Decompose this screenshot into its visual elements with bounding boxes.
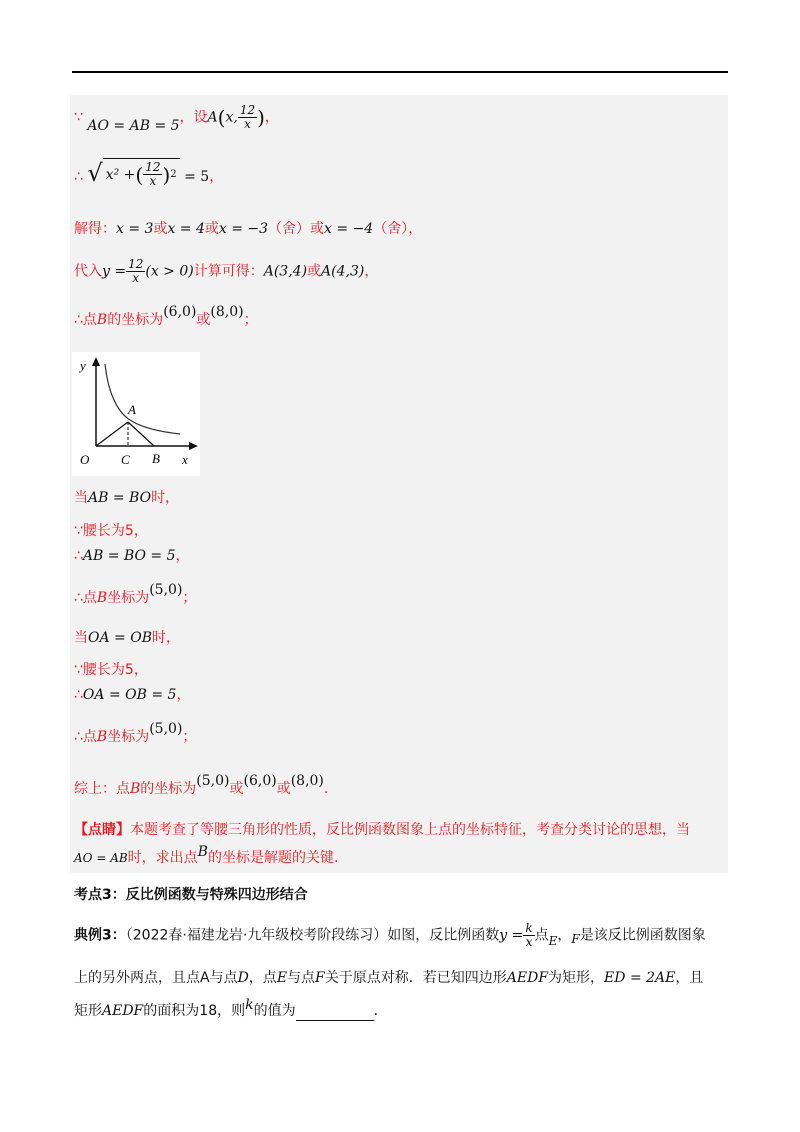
solution-line-4: 代入y = $\frac{12}{x}$ (x > 0)计算可得：A(3,4)或A(4,3)， [74, 257, 379, 285]
solution-line-3: 解得：x = 3或x = 4或x = −3（舍）或x = −4（舍）， [74, 221, 423, 237]
label-A: A [128, 402, 136, 417]
solution-line-5: ∴点B的坐标为(6,0)或(8,0)； [74, 304, 258, 328]
graph-svg [72, 352, 200, 476]
example-line-3: 矩形AEDF的面积为18，则k的值为 . [74, 997, 379, 1019]
sqrt-expression: √ x² + ( $\frac{12}{x}$ ) 2 [87, 158, 179, 188]
answer-blank[interactable] [296, 1006, 374, 1021]
example-line-1: 典例3：（2022春·福建龙岩·九年级校考阶段练习）如图，反比例函数y = $\frac{k}{x}$ 点E，F是该反比例函数图象 [74, 921, 706, 949]
solution-line-7: ∵腰长为5， [74, 523, 148, 539]
segment-OA [96, 422, 128, 446]
label-y: y [80, 358, 86, 373]
comment-line-1: 【点睛】本题考查了等腰三角形的性质，反比例函数图象上点的坐标特征，考查分类讨论的思想，当 [74, 822, 690, 838]
solution-line-13: ∴点B坐标为(5,0)； [74, 721, 197, 745]
solution-line-11: ∵腰长为5， [74, 662, 148, 678]
y-axis-arrow [92, 357, 100, 366]
x-axis-arrow [189, 442, 198, 450]
solution-line-14: 综上：点B的坐标为(5,0)或(6,0)或(8,0). [74, 773, 329, 797]
solution-box [70, 95, 728, 873]
solution-line-8: ∴AB = BO = 5， [74, 548, 190, 564]
section-title: 考点3：反比例函数与特殊四边形结合 [74, 887, 308, 903]
solution-line-12: ∴OA = OB = 5， [74, 687, 191, 703]
label-B: B [152, 451, 160, 466]
header-rule [72, 71, 728, 73]
solution-line-2: ∴ √ x² + ( $\frac{12}{x}$ ) 2 = 5， [74, 159, 224, 188]
example-line-2: 上的另外两点，且点A与点D，点E与点F关于原点对称．若已知四边形AEDF为矩形，ED = 2AE，且 [74, 970, 704, 986]
label-O: O [80, 452, 90, 467]
solution-line-6: 当AB = BO时， [74, 490, 180, 506]
solution-line-10: 当OA = OB时， [74, 630, 180, 646]
comment-tag: 【点睛】 [74, 822, 130, 838]
comment-line-2: AO = AB时，求出点B的坐标是解题的关键. [74, 844, 339, 866]
label-x: x [182, 452, 188, 467]
solution-line-9: ∴点B坐标为(5,0)； [74, 582, 197, 606]
example-label: 典例3： [74, 927, 126, 944]
solution-line-1: ∵ AO = AB = 5，设A(x, $\frac{12}{x}$ )， [74, 103, 279, 134]
label-C: C [121, 452, 130, 467]
function-graph-figure [72, 352, 200, 476]
hyperbola-curve [105, 364, 180, 434]
